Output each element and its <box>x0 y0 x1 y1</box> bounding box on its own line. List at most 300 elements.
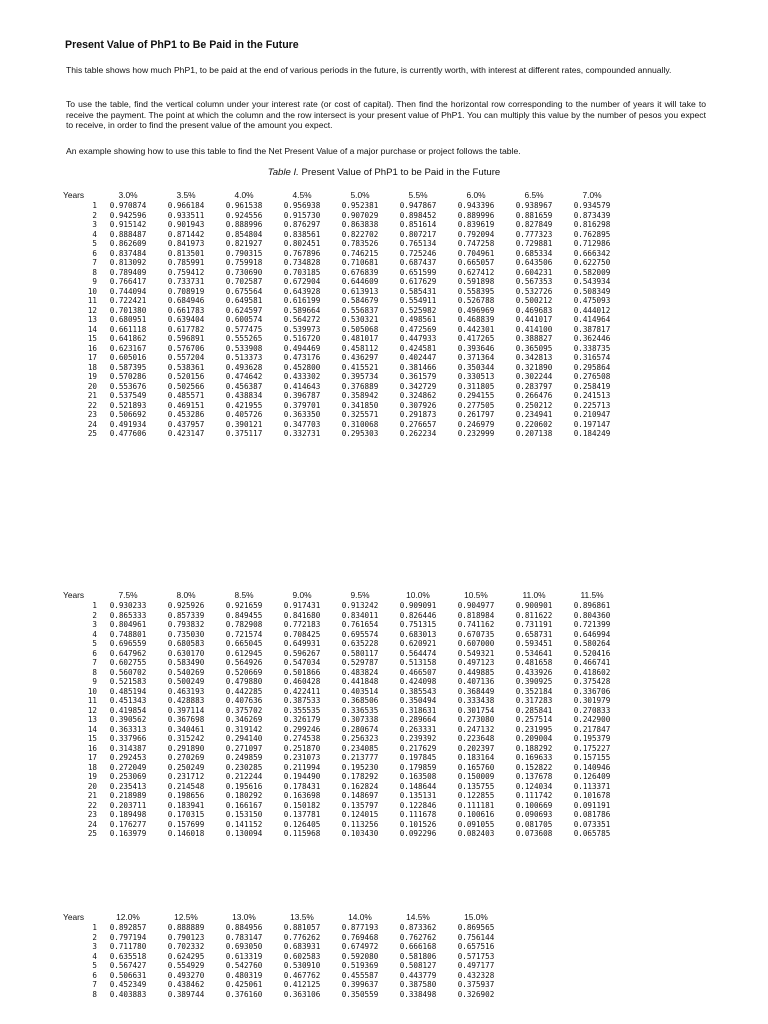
table-row <box>63 277 621 287</box>
pv-cell: 0.150182 <box>283 800 321 810</box>
pv-cell: 0.176277 <box>109 819 147 829</box>
rate-header: 8.0% <box>176 590 196 600</box>
pv-cell: 0.676839 <box>341 267 379 277</box>
table-row <box>63 715 621 725</box>
pv-cell: 0.888996 <box>225 220 263 229</box>
pv-cell: 0.616199 <box>283 296 321 305</box>
pv-cell: 0.804961 <box>109 620 147 629</box>
table-row <box>63 258 621 268</box>
pv-cell: 0.210947 <box>573 410 611 419</box>
pv-cell: 0.502566 <box>167 381 205 391</box>
pv-cell: 0.319142 <box>225 724 263 734</box>
pv-cell: 0.157155 <box>573 753 611 762</box>
pv-cell: 0.092296 <box>399 829 437 838</box>
pv-cell: 0.294155 <box>457 391 495 400</box>
pv-cell: 0.263331 <box>399 724 437 734</box>
table-row <box>63 649 621 659</box>
pv-cell: 0.790123 <box>167 932 205 942</box>
pv-cell: 0.665045 <box>225 639 263 648</box>
pv-cell: 0.403514 <box>341 686 379 696</box>
pv-cell: 0.857339 <box>167 610 205 620</box>
pv-cell: 0.485571 <box>167 391 205 400</box>
table-row <box>63 410 621 420</box>
pv-cell: 0.390121 <box>225 419 263 429</box>
pv-cell: 0.612945 <box>225 648 263 658</box>
pv-cell: 0.101678 <box>573 791 611 800</box>
pv-cell: 0.730690 <box>225 267 263 277</box>
pv-cell: 0.567427 <box>109 961 147 970</box>
pv-cell: 0.491934 <box>109 419 147 429</box>
pv-cell: 0.623167 <box>109 343 147 353</box>
pv-cell: 0.661783 <box>167 305 205 315</box>
pv-cell: 0.414643 <box>283 381 321 391</box>
pv-cell: 0.834011 <box>341 610 379 620</box>
pv-cell: 0.150009 <box>457 772 495 781</box>
pv-cell: 0.444012 <box>573 305 611 315</box>
pv-cell: 0.375937 <box>457 980 495 989</box>
pv-cell: 0.135131 <box>399 791 437 800</box>
pv-cell: 0.111181 <box>457 800 495 810</box>
pv-cell: 0.777323 <box>515 229 553 239</box>
pv-cell: 0.613913 <box>341 286 379 296</box>
pv-cell: 0.217629 <box>399 743 437 753</box>
pv-cell: 0.332731 <box>283 429 321 438</box>
pv-cell: 0.703185 <box>283 267 321 277</box>
pv-cell: 0.474642 <box>225 372 263 381</box>
pv-cell: 0.624295 <box>167 951 205 961</box>
pv-cell: 0.451343 <box>109 696 147 705</box>
pv-cell: 0.532726 <box>515 286 553 296</box>
pv-cell: 0.797194 <box>109 932 147 942</box>
pv-cell: 0.966184 <box>167 201 205 210</box>
pv-cell: 0.558395 <box>457 286 495 296</box>
rate-header: 3.0% <box>118 190 138 200</box>
year-cell: 5 <box>92 639 97 648</box>
pv-cell: 0.472569 <box>399 324 437 334</box>
pv-cell: 0.513158 <box>399 658 437 667</box>
pv-cell: 0.930233 <box>109 601 147 610</box>
pv-cell: 0.635518 <box>109 951 147 961</box>
pv-cell: 0.693050 <box>225 942 263 951</box>
pv-cell: 0.082403 <box>457 829 495 838</box>
pv-cell: 0.884956 <box>225 923 263 932</box>
pv-cell: 0.166167 <box>225 800 263 810</box>
pv-cell: 0.508349 <box>573 286 611 296</box>
rate-header: 7.0% <box>582 190 602 200</box>
rate-header: 7.5% <box>118 590 138 600</box>
pv-cell: 0.862609 <box>109 239 147 248</box>
year-cell: 17 <box>87 753 97 762</box>
table-row <box>63 601 621 611</box>
pv-cell: 0.756144 <box>457 932 495 942</box>
year-cell: 18 <box>87 362 97 372</box>
year-cell: 12 <box>87 305 97 315</box>
pv-cell: 0.617629 <box>399 277 437 286</box>
pv-cell: 0.135755 <box>457 781 495 791</box>
pv-cell: 0.212244 <box>225 772 263 781</box>
pv-cell: 0.521893 <box>109 400 147 410</box>
pv-cell: 0.630170 <box>167 648 205 658</box>
rate-header: 11.5% <box>580 590 604 600</box>
pv-cell: 0.195616 <box>225 781 263 791</box>
pv-cell: 0.362446 <box>573 334 611 343</box>
pv-cell: 0.375428 <box>573 677 611 686</box>
pv-cell: 0.696559 <box>109 639 147 648</box>
pv-cell: 0.280674 <box>341 724 379 734</box>
pv-cell: 0.361579 <box>399 372 437 381</box>
year-cell: 23 <box>87 410 97 419</box>
pv-cell: 0.500249 <box>167 677 205 686</box>
rate-header: 15.0% <box>464 912 488 922</box>
pv-cell: 0.534641 <box>515 648 553 658</box>
pv-cell: 0.766417 <box>109 277 147 286</box>
pv-cell: 0.188292 <box>515 743 553 753</box>
pv-cell: 0.277505 <box>457 400 495 410</box>
years-header: Years <box>63 912 85 922</box>
year-cell: 21 <box>87 791 97 800</box>
pv-cell: 0.314387 <box>109 743 147 753</box>
table-row <box>63 668 621 678</box>
table-row <box>63 744 621 754</box>
pv-cell: 0.888487 <box>109 229 147 239</box>
pv-cell: 0.731191 <box>515 620 553 629</box>
pv-cell: 0.765134 <box>399 239 437 248</box>
pv-cell: 0.675564 <box>225 286 263 296</box>
table-row <box>63 961 505 971</box>
pv-cell: 0.785991 <box>167 258 205 267</box>
pv-cell: 0.577475 <box>225 324 263 334</box>
pv-cell: 0.350494 <box>399 696 437 705</box>
rate-header: 10.0% <box>406 590 430 600</box>
pv-cell: 0.896861 <box>573 601 611 610</box>
rate-header: 13.0% <box>232 912 256 922</box>
table-row <box>63 782 621 792</box>
pv-cell: 0.938967 <box>515 201 553 210</box>
year-cell: 22 <box>87 400 97 410</box>
pv-cell: 0.915730 <box>283 210 321 220</box>
pv-cell: 0.294140 <box>225 734 263 743</box>
rate-header: 12.0% <box>116 912 140 922</box>
pv-cell: 0.324862 <box>399 391 437 400</box>
pv-cell: 0.390562 <box>109 715 147 724</box>
year-cell: 16 <box>87 743 97 753</box>
pv-cell: 0.481658 <box>515 658 553 667</box>
rate-header: 4.0% <box>234 190 254 200</box>
pv-cell: 0.643506 <box>515 258 553 267</box>
pv-cell: 0.585431 <box>399 286 437 296</box>
table-row <box>63 306 621 316</box>
pv-cell: 0.508127 <box>399 961 437 970</box>
pv-cell: 0.661118 <box>109 324 147 334</box>
pv-cell: 0.321890 <box>515 362 553 372</box>
year-cell: 22 <box>87 800 97 810</box>
pv-cell: 0.666342 <box>573 248 611 258</box>
pv-cell: 0.560702 <box>109 667 147 677</box>
pv-cell: 0.162824 <box>341 781 379 791</box>
pv-cell: 0.197845 <box>399 753 437 762</box>
intro-paragraph: This table shows how much PhP1, to be paid at the end of various periods in the future, is currently worth, with interest at different rates, compounded annually. <box>66 65 672 75</box>
pv-cell: 0.818984 <box>457 610 495 620</box>
pv-cell: 0.195379 <box>573 734 611 743</box>
pv-cell: 0.646994 <box>573 629 611 639</box>
pv-cell: 0.285841 <box>515 705 553 715</box>
year-cell: 15 <box>87 334 97 343</box>
pv-cell: 0.407136 <box>457 677 495 686</box>
pv-cell: 0.376160 <box>225 989 263 999</box>
pv-cell: 0.262234 <box>399 429 437 438</box>
pv-cell: 0.622750 <box>573 258 611 267</box>
pv-cell: 0.593451 <box>515 639 553 648</box>
year-cell: 7 <box>92 980 97 989</box>
year-cell: 1 <box>92 923 97 932</box>
pv-cell: 0.346269 <box>225 715 263 724</box>
pv-cell: 0.849455 <box>225 610 263 620</box>
pv-cell: 0.393646 <box>457 343 495 353</box>
pv-cell: 0.863838 <box>341 220 379 229</box>
pv-cell: 0.124034 <box>515 781 553 791</box>
pv-cell: 0.711780 <box>109 942 147 951</box>
pv-cell: 0.091191 <box>573 800 611 810</box>
pv-cell: 0.425061 <box>225 980 263 989</box>
pv-cell: 0.433926 <box>515 667 553 677</box>
pv-cell: 0.242900 <box>573 715 611 724</box>
pv-cell: 0.388827 <box>515 334 553 343</box>
pv-cell: 0.556837 <box>341 305 379 315</box>
pv-cell: 0.163698 <box>283 791 321 800</box>
pv-cell: 0.516720 <box>283 334 321 343</box>
table-row <box>63 734 621 744</box>
pv-cell: 0.124015 <box>341 810 379 819</box>
pv-cell: 0.735030 <box>167 629 205 639</box>
pv-cell: 0.452349 <box>109 980 147 989</box>
pv-cell: 0.538361 <box>167 362 205 372</box>
pv-cell: 0.179859 <box>399 762 437 772</box>
rate-header: 14.0% <box>348 912 372 922</box>
pv-cell: 0.189498 <box>109 810 147 819</box>
pv-cell: 0.414100 <box>515 324 553 334</box>
pv-cell: 0.881057 <box>283 923 321 932</box>
pv-cell: 0.837484 <box>109 248 147 258</box>
pv-cell: 0.122846 <box>399 800 437 810</box>
pv-cell: 0.500212 <box>515 296 553 305</box>
pv-table-3 <box>63 912 505 999</box>
pv-cell: 0.604231 <box>515 267 553 277</box>
pv-cell: 0.624597 <box>225 305 263 315</box>
pv-cell: 0.746215 <box>341 248 379 258</box>
pv-cell: 0.311805 <box>457 381 495 391</box>
rate-header: 14.5% <box>406 912 430 922</box>
pv-cell: 0.291873 <box>399 410 437 419</box>
pv-cell: 0.557204 <box>167 353 205 362</box>
pv-cell: 0.571753 <box>457 951 495 961</box>
pv-cell: 0.213777 <box>341 753 379 762</box>
pv-cell: 0.702587 <box>225 277 263 286</box>
pv-cell: 0.947867 <box>399 201 437 210</box>
table-row <box>63 249 621 259</box>
rate-header: 3.5% <box>176 190 196 200</box>
pv-cell: 0.587395 <box>109 362 147 372</box>
pv-cell: 0.342813 <box>515 353 553 362</box>
table-row <box>63 923 505 933</box>
pv-cell: 0.741162 <box>457 620 495 629</box>
pv-cell: 0.530910 <box>283 961 321 970</box>
pv-cell: 0.100669 <box>515 800 553 810</box>
years-header: Years <box>63 590 85 600</box>
year-cell: 9 <box>92 677 97 686</box>
pv-cell: 0.521583 <box>109 677 147 686</box>
year-cell: 15 <box>87 734 97 743</box>
pv-cell: 0.230285 <box>225 762 263 772</box>
year-cell: 24 <box>87 819 97 829</box>
pv-cell: 0.423147 <box>167 429 205 438</box>
table-row <box>63 933 505 943</box>
pv-cell: 0.424581 <box>399 343 437 353</box>
pv-cell: 0.197147 <box>573 419 611 429</box>
year-cell: 7 <box>92 258 97 267</box>
pv-cell: 0.540269 <box>167 667 205 677</box>
year-cell: 3 <box>92 942 97 951</box>
pv-cell: 0.065785 <box>573 829 611 838</box>
table-row <box>63 382 621 392</box>
pv-cell: 0.274538 <box>283 734 321 743</box>
year-cell: 4 <box>92 629 97 639</box>
pv-cell: 0.270269 <box>167 753 205 762</box>
pv-cell: 0.876297 <box>283 220 321 229</box>
year-cell: 1 <box>92 201 97 210</box>
pv-cell: 0.904977 <box>457 601 495 610</box>
pv-cell: 0.943396 <box>457 201 495 210</box>
rate-header-row <box>63 590 621 601</box>
year-cell: 3 <box>92 620 97 629</box>
pv-cell: 0.721574 <box>225 629 263 639</box>
table-row <box>63 630 621 640</box>
pv-cell: 0.365095 <box>515 343 553 353</box>
pv-cell: 0.223648 <box>457 734 495 743</box>
table-row <box>63 315 621 325</box>
pv-cell: 0.375117 <box>225 429 263 438</box>
pv-cell: 0.218989 <box>109 791 147 800</box>
year-cell: 8 <box>92 667 97 677</box>
pv-cell: 0.704961 <box>457 248 495 258</box>
caption-text: Present Value of PhP1 to be Paid in the Future <box>301 167 501 178</box>
pv-cell: 0.759918 <box>225 258 263 267</box>
table-row <box>63 952 505 962</box>
pv-cell: 0.497123 <box>457 658 495 667</box>
pv-cell: 0.169633 <box>515 753 553 762</box>
pv-cell: 0.100616 <box>457 810 495 819</box>
pv-cell: 0.684946 <box>167 296 205 305</box>
pv-cell: 0.751315 <box>399 620 437 629</box>
pv-cell: 0.942596 <box>109 210 147 220</box>
pv-cell: 0.592080 <box>341 951 379 961</box>
table-row <box>63 201 621 211</box>
table-caption <box>0 167 768 178</box>
pv-cell: 0.670735 <box>457 629 495 639</box>
pv-cell: 0.687437 <box>399 258 437 267</box>
pv-cell: 0.580264 <box>573 639 611 648</box>
table-row <box>63 687 621 697</box>
year-cell: 11 <box>87 696 97 705</box>
pv-cell: 0.090693 <box>515 810 553 819</box>
table-row <box>63 942 505 952</box>
pv-cell: 0.283797 <box>515 381 553 391</box>
pv-cell: 0.871442 <box>167 229 205 239</box>
pv-cell: 0.403883 <box>109 989 147 999</box>
pv-cell: 0.613319 <box>225 951 263 961</box>
pv-cell: 0.813092 <box>109 258 147 267</box>
pv-cell: 0.783147 <box>225 932 263 942</box>
pv-cell: 0.468839 <box>457 315 495 324</box>
year-cell: 4 <box>92 229 97 239</box>
pv-cell: 0.782908 <box>225 620 263 629</box>
pv-cell: 0.483824 <box>341 667 379 677</box>
pv-cell: 0.455587 <box>341 970 379 980</box>
pv-cell: 0.564474 <box>399 648 437 658</box>
pv-cell: 0.214548 <box>167 781 205 791</box>
pv-cell: 0.101526 <box>399 819 437 829</box>
table-row <box>63 420 621 430</box>
pv-cell: 0.333438 <box>457 696 495 705</box>
pv-cell: 0.424098 <box>399 677 437 686</box>
pv-cell: 0.247132 <box>457 724 495 734</box>
rate-header: 13.5% <box>290 912 314 922</box>
year-cell: 17 <box>87 353 97 362</box>
pv-cell: 0.564272 <box>283 315 321 324</box>
pv-cell: 0.316574 <box>573 353 611 362</box>
pv-cell: 0.530321 <box>341 315 379 324</box>
pv-cell: 0.438462 <box>167 980 205 989</box>
pv-cell: 0.390925 <box>515 677 553 686</box>
pv-cell: 0.605016 <box>109 353 147 362</box>
pv-cell: 0.330513 <box>457 372 495 381</box>
pv-cell: 0.644609 <box>341 277 379 286</box>
pv-cell: 0.520669 <box>225 667 263 677</box>
pv-cell: 0.473176 <box>283 353 321 362</box>
pv-cell: 0.889996 <box>457 210 495 220</box>
year-cell: 2 <box>92 932 97 942</box>
pv-cell: 0.525982 <box>399 305 437 315</box>
pv-cell: 0.710681 <box>341 258 379 267</box>
pv-cell: 0.165760 <box>457 762 495 772</box>
rate-header: 5.5% <box>408 190 428 200</box>
pv-cell: 0.708919 <box>167 286 205 296</box>
pv-cell: 0.266476 <box>515 391 553 400</box>
pv-cell: 0.175227 <box>573 743 611 753</box>
pv-cell: 0.456387 <box>225 381 263 391</box>
year-cell: 2 <box>92 610 97 620</box>
pv-cell: 0.273080 <box>457 715 495 724</box>
year-cell: 5 <box>92 239 97 248</box>
pv-cell: 0.643928 <box>283 286 321 296</box>
pv-cell: 0.466507 <box>399 667 437 677</box>
pv-cell: 0.195230 <box>341 762 379 772</box>
pv-cell: 0.301754 <box>457 705 495 715</box>
pv-cell: 0.822702 <box>341 229 379 239</box>
pv-cell: 0.680951 <box>109 315 147 324</box>
pv-cell: 0.225713 <box>573 400 611 410</box>
pv-cell: 0.442285 <box>225 686 263 696</box>
pv-cell: 0.898452 <box>399 210 437 220</box>
pv-cell: 0.666168 <box>399 942 437 951</box>
table-row <box>63 658 621 668</box>
table-row <box>63 220 621 230</box>
pv-cell: 0.649931 <box>283 639 321 648</box>
pv-cell: 0.367698 <box>167 715 205 724</box>
rate-header: 12.5% <box>174 912 198 922</box>
table-row <box>63 211 621 221</box>
years-header: Years <box>63 190 85 200</box>
table-row <box>63 791 621 801</box>
